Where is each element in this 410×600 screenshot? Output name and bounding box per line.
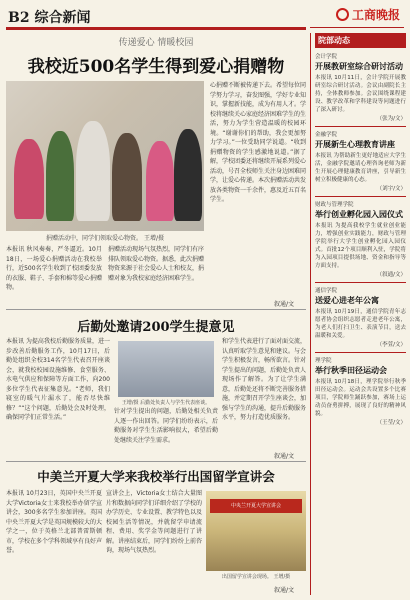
story3-column-2: 宣讲会上，Victoria女士结合大量图片和数据向同学们详细介绍了学校的办学历史、专业设置、教学特色以及校园生活等情况，并就留学申请流程、费用、奖学金等问题进行了讲解。讲座结束后，同学们纷纷上前咨询，现场气氛热烈。 — [106, 490, 202, 554]
header-rule-secondary — [310, 27, 404, 28]
sidebar-item-text: 本报讯 10月11日，会计学院开展教研室综合研讨活动。会议由副院长主持，全体教师参加。会议围绕课程建设、教学改革和学科建设等问题进行了深入研讨。 — [315, 75, 406, 113]
story3-photo-banner: 中央兰开夏大学宣讲会 — [210, 499, 302, 513]
sidebar-item — [315, 130, 406, 192]
section-divider — [6, 461, 306, 462]
story3-column-1: 本报讯 10月23日，英国中央兰开夏大学Victoria女士来我校举办留学宣讲会，300多名学生参加讲座。英国中央兰开夏大学是英国规模较大的大学之一，位于英格兰北部普雷斯顿市，学校在多个学科领域享有良好声誉。 — [6, 490, 102, 554]
sidebar-item-byline: （刘宇/文） — [376, 186, 406, 192]
sidebar-item — [315, 52, 406, 122]
sidebar-item — [315, 200, 406, 278]
story1-kicker: 传递爱心 情暖校园 — [118, 38, 194, 48]
sidebar-department-news — [310, 33, 406, 595]
story2-column-1: 本报讯 为提高我校后勤服务质量，进一步改善后勤服务工作，10月17日，后勤处组织全校314名学生代表召开座谈会，就我校校园设施维修、食堂服务、水电气供应和保障等方面工作，向200多位学生代表征集意见。“老师，我们寝室的暖气片漏水了，能否尽快维修？”“这个问题，后勤处会及时处理，确保同学们正常生活。” — [6, 338, 110, 421]
story2-byline: 叙通/文 — [274, 453, 295, 460]
story1-lead-continued: 捐赠活动现场气氛热烈，同学们有序排队领取爱心物资。据悉，此次捐赠物资来源于社会爱心人士和校友，捐赠对象为我校家庭经济困难学生。 — [108, 246, 204, 282]
sidebar-divider — [315, 352, 406, 353]
logo-text: 工商晚报 — [351, 8, 400, 22]
story2-headline: 后勤处邀请200学生提意见 — [77, 320, 235, 335]
sidebar-item — [315, 286, 406, 348]
sidebar-item-source: 会计学院 — [315, 54, 338, 60]
sidebar-divider — [315, 282, 406, 283]
newspaper-logo — [336, 6, 400, 23]
sidebar-divider — [315, 196, 406, 197]
sidebar-item-headline: 举行秋季田径运动会 — [315, 366, 387, 375]
sidebar-item-headline: 开展新生心理教育讲座 — [315, 140, 395, 149]
sidebar-item-byline: （李萱/文） — [376, 342, 406, 348]
story2-photo — [118, 341, 214, 397]
story1-photo — [6, 81, 204, 231]
story1-byline: 叙通/文 — [274, 301, 295, 308]
sidebar-item-text: 本报讯 10月18日，理学院举行秋季田径运动会。运动会共设置多个比赛项目，学院师生踊跃参加，赛场上运动员奋勇拼搏，展现了良好的精神风貌。 — [315, 379, 406, 417]
sidebar-item-text: 本报讯 10月19日，通信学院青年志愿者协会组织志愿者走进老年公寓，为老人们打扫卫生、表演节目，送去温暖和关爱。 — [315, 309, 406, 339]
sidebar-item-headline: 举行创业孵化园入园仪式 — [315, 210, 403, 219]
section-divider — [6, 309, 306, 310]
story3-byline: 叙通/文 — [274, 587, 295, 594]
header-rule — [6, 27, 306, 30]
sidebar-item-byline: （张为/文） — [376, 116, 406, 122]
page-header — [0, 0, 410, 30]
sidebar-item-source: 金融学院 — [315, 132, 338, 138]
story1-right-column: 心捐赠不断被传递下去。希望每位同学努力学习，奋发图强，学好专业知识，掌握新技能，成为有用人才。学校将继续关心家庭经济困难学生的生活，努力为学生营造温暖的校园环境。“谢谢你们的帮助，我会更加努力学习。”一位受助同学说道。“收到捐赠物资的学生感激地说道。”据了解，学校团委还将继续开展系列爱心活动，号召全校师生关注身边困难同学，让爱心传递。本次捐赠活动共发放各类物资一千余件，惠及近五百名学生。 — [210, 82, 306, 203]
story2-column-2: 针对学生提出的问题，后勤处相关负责人逐一作出回答。同学们纷纷表示，后勤服务对学生生活影响很大，希望后勤处继续关注学生需求。 — [114, 408, 218, 444]
story1-headline: 我校近500名学生得到爱心捐赠物 — [27, 57, 285, 77]
sidebar-item-headline: 送爱心进老年公寓 — [315, 296, 379, 305]
sidebar-item-source: 财政与管理学院 — [315, 202, 354, 208]
sidebar-item-headline: 开展教研室综合研讨活动 — [315, 62, 403, 71]
sidebar-divider — [315, 126, 406, 127]
page-section-label: B2 综合新闻 — [8, 10, 91, 26]
sidebar-item-source: 理学院 — [315, 358, 332, 364]
sidebar-item-byline: （王莹/文） — [376, 420, 406, 426]
sidebar-item — [315, 356, 406, 426]
sidebar-item-source: 通信学院 — [315, 288, 338, 294]
story1-lead: 本报讯 秋风奏奏，严冬逼近。10月18日，一场爱心捐赠活动在我校举行，近500名学生收到了校团委发放的衣服、鞋子、手套和棉等爱心捐赠物。 — [6, 246, 102, 291]
story2-photo-caption: 王增/摄 后勤处负责人与学生代表座谈。 — [121, 400, 211, 406]
sidebar-item-text: 本报讯 为帮助新生更好地适应大学生活，金融学院邀请心理咨询老师为新生开展心理健康教育讲座，引导新生树立积极健康的心态。 — [315, 153, 406, 183]
story3-headline: 中美兰开夏大学来我校举行出国留学宣讲会 — [37, 469, 275, 484]
story1-photo-caption: 捐赠活动中，同学们领取爱心物资。 王增/摄 — [46, 235, 164, 242]
story2-column-3: 和学生代表进行了面对面交流，认真听取学生意见和建议。与会学生积极发言，畅所欲言。针对学生提出的问题，后勤处负责人现场作了解答。为了让学生满意，后勤处还将不断完善服务措施，并定期召开学生座谈会，加强与学生的沟通，提升后勤服务水平，努力打造优质服务。 — [222, 338, 306, 421]
story3-photo — [206, 491, 306, 571]
sidebar-item-byline: （叙通/文） — [376, 272, 406, 278]
main-content — [6, 33, 306, 595]
logo-mark-icon — [336, 8, 349, 21]
story3-photo-caption: 出国留学宣讲会现场。 王增/摄 — [221, 574, 291, 580]
sidebar-title: 院部动态 — [315, 33, 406, 48]
sidebar-item-text: 本报讯 为提高我校学生就业创业能力，增强创业实践能力，财政与管理学院举行大学生创业孵化园入园仪式。首批12个项目顺利入驻，学院将为入园项目提供场地、资金和指导等方面支持。 — [315, 223, 406, 269]
